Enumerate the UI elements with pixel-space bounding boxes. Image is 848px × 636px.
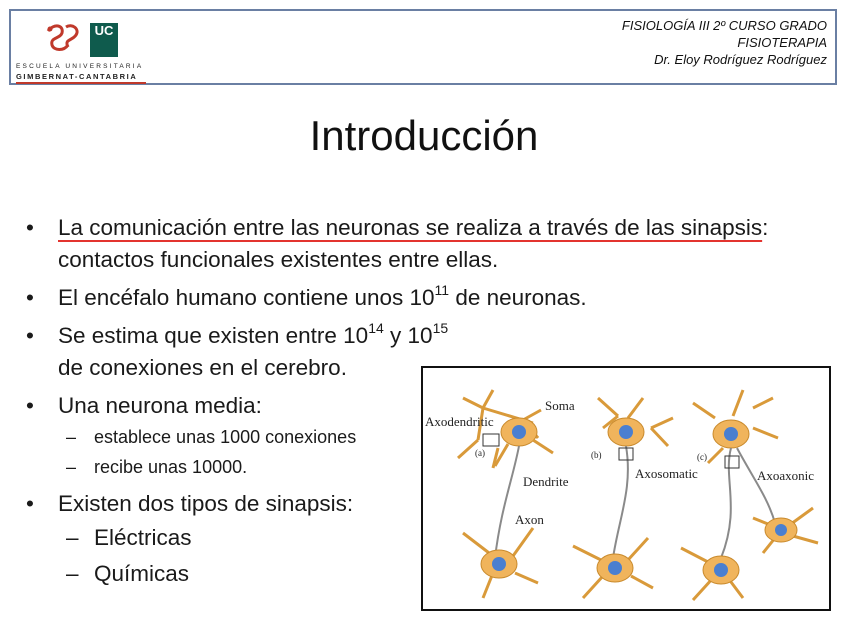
author: Dr. Eloy Rodríguez Rodríguez — [654, 52, 827, 67]
bullet-text: de conexiones en el cerebro. — [58, 355, 347, 380]
label-c: (c) — [697, 452, 707, 462]
sub-bullet-text: establece unas 1000 conexiones — [94, 427, 357, 447]
label-axon: Axon — [515, 512, 544, 527]
label-axosomatic: Axosomatic — [635, 466, 698, 481]
slide-title: Introducción — [309, 112, 539, 159]
school-underline — [16, 82, 146, 84]
sub-bullet-text: Químicas — [94, 561, 190, 586]
exponent: 14 — [368, 319, 384, 336]
bullet-text: Se estima que existen entre 10 — [58, 323, 369, 348]
label-b: (b) — [591, 450, 602, 460]
bullet-text: Una neurona media: — [58, 393, 262, 418]
exponent: 15 — [432, 319, 449, 336]
exponent: 11 — [434, 281, 450, 298]
bullet-dot: • — [26, 491, 34, 516]
label-axoaxonic: Axoaxonic — [757, 468, 815, 483]
school-name-line2: GIMBERNAT-CANTABRIA — [16, 72, 138, 81]
neuron-top-b — [598, 398, 673, 446]
bullet-text: El encéfalo humano contiene unos 10 — [58, 285, 435, 310]
slide-header — [9, 9, 837, 85]
sub-bullet-dash: – — [66, 457, 77, 477]
sub-bullet-dash: – — [66, 561, 79, 586]
bullet-text: : contactos funcionales existentes entre ellas. — [58, 215, 769, 272]
label-a: (a) — [475, 448, 485, 458]
bullet-text: Existen dos tipos de sinapsis: — [58, 491, 354, 516]
gimbernat-logo-icon — [42, 21, 84, 55]
sub-bullet-dash: – — [66, 525, 79, 550]
bullet-dot: • — [26, 393, 34, 418]
course-line1: FISIOLOGÍA III 2º CURSO GRADO — [621, 18, 827, 33]
school-name-line1: ESCUELA UNIVERSITARIA — [16, 63, 144, 70]
synapse-diagram — [423, 368, 829, 609]
uc-logo-bar — [90, 53, 118, 57]
bullet-text: y 10 — [383, 323, 433, 348]
bullet-dot: • — [26, 323, 34, 348]
uc-logo: UC — [90, 23, 118, 53]
school-logo — [14, 15, 154, 85]
neuron-top-a — [458, 390, 553, 468]
sub-bullet-dash: – — [66, 427, 77, 447]
sub-bullet-text: Eléctricas — [94, 525, 192, 550]
label-dendrite: Dendrite — [523, 474, 569, 489]
underlined-text: La comunicación entre las neuronas se realiza a través de las sinapsis — [58, 215, 763, 240]
bullet-dot: • — [26, 285, 34, 310]
course-line2: FISIOTERAPIA — [737, 35, 827, 50]
course-info — [622, 17, 827, 68]
bullet-item — [22, 212, 782, 276]
axons — [495, 446, 775, 558]
bullet-text: de neuronas. — [449, 285, 587, 310]
sub-bullet-text: recibe unas 10000. — [94, 457, 248, 477]
label-soma: Soma — [545, 398, 575, 413]
bullet-dot: • — [26, 215, 34, 240]
synapse-types-figure — [421, 366, 831, 611]
bullet-item — [22, 282, 782, 314]
label-axodendritic: Axodendritic — [425, 414, 494, 429]
